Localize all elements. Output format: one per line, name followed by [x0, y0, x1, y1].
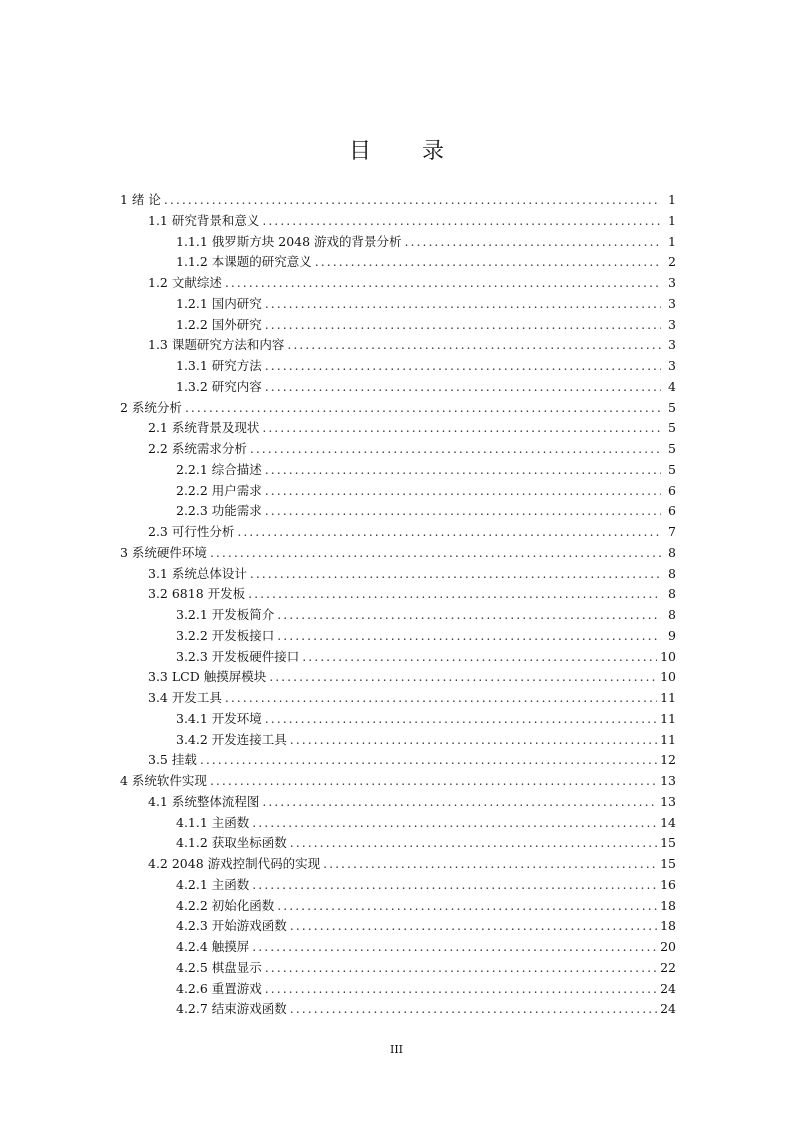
dot-leader — [265, 960, 657, 975]
dot-leader — [265, 379, 661, 394]
toc-entry[interactable] — [120, 273, 676, 294]
toc-entry-label: 4.2.3 开始游戏函数 — [176, 918, 287, 934]
dot-leader — [290, 1001, 657, 1016]
dot-leader — [225, 275, 661, 290]
toc-entry-page-number: 5 — [668, 420, 676, 436]
toc-entry-label: 2.2.1 综合描述 — [176, 461, 262, 477]
toc-entry[interactable] — [120, 647, 676, 668]
toc-entry-label: 3 系统硬件环境 — [120, 544, 207, 560]
dot-leader — [290, 918, 657, 933]
toc-entry-page-number: 24 — [660, 1001, 676, 1017]
dot-leader — [405, 234, 661, 249]
toc-entry-label: 3.4.1 开发环境 — [176, 710, 262, 726]
toc-entry[interactable] — [120, 543, 676, 564]
toc-entry-label: 2.1 系统背景及现状 — [148, 420, 260, 436]
toc-entry[interactable] — [120, 501, 676, 522]
dot-leader — [277, 628, 661, 643]
toc-entry-page-number: 10 — [660, 648, 676, 664]
toc-entry-label: 3.2.1 开发板简介 — [176, 607, 275, 622]
toc-entry[interactable] — [120, 730, 676, 751]
dot-leader — [287, 337, 661, 352]
toc-entry[interactable] — [120, 750, 676, 771]
dot-leader — [252, 939, 657, 954]
toc-entry-page-number: 3 — [668, 275, 676, 290]
toc-entry-label: 2.2 系统需求分析 — [148, 441, 247, 456]
dot-leader — [200, 752, 657, 767]
toc-entry-page-number: 20 — [660, 939, 676, 954]
toc-entry-label: 1.1 研究背景和意义 — [148, 212, 260, 228]
toc-entry[interactable] — [120, 418, 676, 439]
toc-entry[interactable] — [120, 252, 676, 273]
toc-entry[interactable] — [120, 584, 676, 605]
toc-entry-label: 3.4 开发工具 — [148, 690, 222, 705]
toc-entry[interactable] — [120, 896, 676, 917]
toc-entry-label: 4.2.6 重置游戏 — [176, 980, 262, 996]
toc-entry[interactable] — [120, 398, 676, 419]
toc-entry[interactable] — [120, 439, 676, 460]
toc-entry-page-number: 4 — [668, 378, 676, 394]
toc-entry-page-number: 3 — [668, 337, 676, 353]
toc-entry[interactable] — [120, 854, 676, 875]
page-title: 目 录 — [349, 139, 466, 164]
toc-entry-page-number: 8 — [668, 565, 676, 581]
toc-entry[interactable] — [120, 688, 676, 709]
toc-entry[interactable] — [120, 999, 676, 1020]
toc-entry-page-number: 9 — [668, 627, 676, 643]
toc-entry-page-number: 3 — [668, 316, 676, 332]
toc-entry-page-number: 8 — [668, 544, 676, 560]
toc-entry[interactable] — [120, 813, 676, 834]
toc-entry[interactable] — [120, 522, 676, 543]
dot-leader — [323, 856, 657, 871]
toc-entry-label: 2 系统分析 — [120, 399, 182, 415]
dot-leader — [250, 566, 661, 581]
toc-entry-page-number: 8 — [668, 607, 676, 622]
toc-entry[interactable] — [120, 916, 676, 937]
dot-leader — [210, 545, 661, 560]
toc-entry-label: 4 系统软件实现 — [120, 773, 207, 788]
dot-leader — [265, 981, 657, 996]
dot-leader — [277, 607, 661, 622]
toc-entry-label: 3.2 6818 开发板 — [148, 586, 246, 602]
toc-entry[interactable] — [120, 294, 676, 315]
toc-entry-page-number: 18 — [660, 918, 676, 934]
toc-entry-label: 4.2.1 主函数 — [176, 876, 250, 892]
toc-entry-page-number: 1 — [668, 212, 676, 228]
toc-entry[interactable] — [120, 937, 676, 958]
toc-entry-label: 2.2.2 用户需求 — [176, 482, 262, 498]
toc-entry-label: 4.2 2048 游戏控制代码的实现 — [148, 856, 321, 871]
toc-entry-page-number: 8 — [668, 586, 676, 602]
dot-leader — [290, 732, 657, 747]
toc-entry-label: 4.1.1 主函数 — [176, 814, 250, 830]
toc-entry-label: 3.2.3 开发板硬件接口 — [176, 648, 300, 664]
toc-entry-label: 1.2 文献综述 — [148, 275, 222, 290]
dot-leader — [225, 690, 657, 705]
dot-leader — [265, 358, 661, 373]
dot-leader — [277, 898, 657, 913]
dot-leader — [164, 192, 661, 207]
toc-entry-label: 1.2.1 国内研究 — [176, 295, 262, 311]
toc-entry-page-number: 18 — [660, 897, 676, 913]
toc-entry-page-number: 15 — [660, 856, 676, 871]
dot-leader — [302, 649, 657, 664]
toc-entry[interactable] — [120, 667, 676, 688]
dot-leader — [252, 815, 657, 830]
toc-entry-page-number: 11 — [660, 710, 676, 726]
toc-entry-page-number: 7 — [668, 524, 676, 539]
dot-leader — [237, 524, 661, 539]
toc-entry[interactable] — [120, 875, 676, 896]
toc-entry[interactable] — [120, 792, 676, 813]
dot-leader — [269, 669, 657, 684]
toc-entry[interactable] — [120, 460, 676, 481]
table-of-contents — [120, 190, 676, 1020]
toc-entry-label: 3.2.2 开发板接口 — [176, 627, 275, 643]
dot-leader — [252, 877, 657, 892]
toc-entry-label: 4.2.7 结束游戏函数 — [176, 1001, 287, 1017]
toc-entry-page-number: 24 — [660, 980, 676, 996]
toc-entry-label: 4.1 系统整体流程图 — [148, 793, 260, 809]
toc-entry-label: 1.3.1 研究方法 — [176, 358, 262, 373]
toc-entry-page-number: 16 — [660, 876, 676, 892]
toc-entry-label: 2.3 可行性分析 — [148, 524, 235, 539]
toc-entry-label: 4.2.5 棋盘显示 — [176, 959, 262, 975]
dot-leader — [262, 213, 661, 228]
toc-entry-label: 1.2.2 国外研究 — [176, 316, 262, 332]
toc-entry-page-number: 1 — [668, 233, 676, 249]
toc-entry-label: 4.2.2 初始化函数 — [176, 897, 275, 913]
dot-leader — [248, 586, 661, 601]
toc-entry[interactable] — [120, 356, 676, 377]
toc-entry-label: 3.5 挂载 — [148, 752, 197, 768]
page-number: III — [389, 1043, 404, 1056]
dot-leader — [265, 503, 661, 518]
toc-entry-page-number: 3 — [668, 295, 676, 311]
toc-entry[interactable] — [120, 315, 676, 336]
toc-entry-label: 4.1.2 获取坐标函数 — [176, 835, 287, 851]
toc-entry[interactable] — [120, 626, 676, 647]
toc-entry-page-number: 5 — [668, 461, 676, 477]
toc-entry-page-number: 14 — [660, 814, 676, 830]
toc-entry[interactable] — [120, 958, 676, 979]
dot-leader — [210, 773, 657, 788]
dot-leader — [265, 462, 661, 477]
toc-entry-page-number: 5 — [668, 441, 676, 456]
toc-entry-page-number: 22 — [660, 959, 676, 975]
toc-entry-label: 1.1.2 本课题的研究意义 — [176, 254, 312, 270]
dot-leader — [265, 711, 657, 726]
dot-leader — [250, 441, 661, 456]
toc-entry[interactable] — [120, 833, 676, 854]
dot-leader — [185, 400, 661, 415]
toc-entry-label: 1 绪 论 — [120, 192, 161, 207]
toc-entry-page-number: 11 — [660, 731, 676, 747]
dot-leader — [265, 296, 661, 311]
dot-leader — [265, 317, 661, 332]
dot-leader — [262, 420, 661, 435]
toc-entry-page-number: 1 — [668, 192, 676, 207]
toc-entry[interactable] — [120, 709, 676, 730]
toc-entry[interactable] — [120, 211, 676, 232]
toc-entry-page-number: 12 — [660, 752, 676, 768]
toc-entry-label: 3.1 系统总体设计 — [148, 565, 247, 581]
dot-leader — [265, 483, 661, 498]
toc-entry[interactable] — [120, 564, 676, 585]
toc-entry-label: 3.4.2 开发连接工具 — [176, 731, 287, 747]
toc-entry[interactable] — [120, 377, 676, 398]
toc-entry-page-number: 6 — [668, 503, 676, 519]
toc-entry[interactable] — [120, 481, 676, 502]
dot-leader — [262, 794, 657, 809]
toc-entry-page-number: 13 — [660, 793, 676, 809]
toc-entry[interactable] — [120, 771, 676, 792]
toc-entry-label: 1.3.2 研究内容 — [176, 378, 262, 394]
dot-leader — [290, 835, 657, 850]
toc-entry-page-number: 5 — [668, 399, 676, 415]
toc-entry[interactable] — [120, 232, 676, 253]
toc-entry-page-number: 6 — [668, 482, 676, 498]
toc-entry-page-number: 10 — [660, 669, 676, 685]
toc-entry-label: 4.2.4 触摸屏 — [176, 939, 250, 954]
toc-entry-page-number: 3 — [668, 358, 676, 373]
toc-entry-page-number: 2 — [668, 254, 676, 270]
toc-entry-page-number: 11 — [660, 690, 676, 705]
toc-entry-label: 2.2.3 功能需求 — [176, 503, 262, 519]
toc-entry-label: 1.3 课题研究方法和内容 — [148, 337, 285, 353]
toc-entry[interactable] — [120, 335, 676, 356]
toc-entry-label: 1.1.1 俄罗斯方块 2048 游戏的背景分析 — [176, 233, 402, 249]
dot-leader — [315, 254, 661, 269]
toc-entry-label: 3.3 LCD 触摸屏模块 — [148, 669, 267, 685]
toc-entry[interactable] — [120, 190, 676, 211]
toc-entry-page-number: 13 — [660, 773, 676, 788]
toc-entry[interactable] — [120, 979, 676, 1000]
toc-entry-page-number: 15 — [660, 835, 676, 851]
toc-entry[interactable] — [120, 605, 676, 626]
